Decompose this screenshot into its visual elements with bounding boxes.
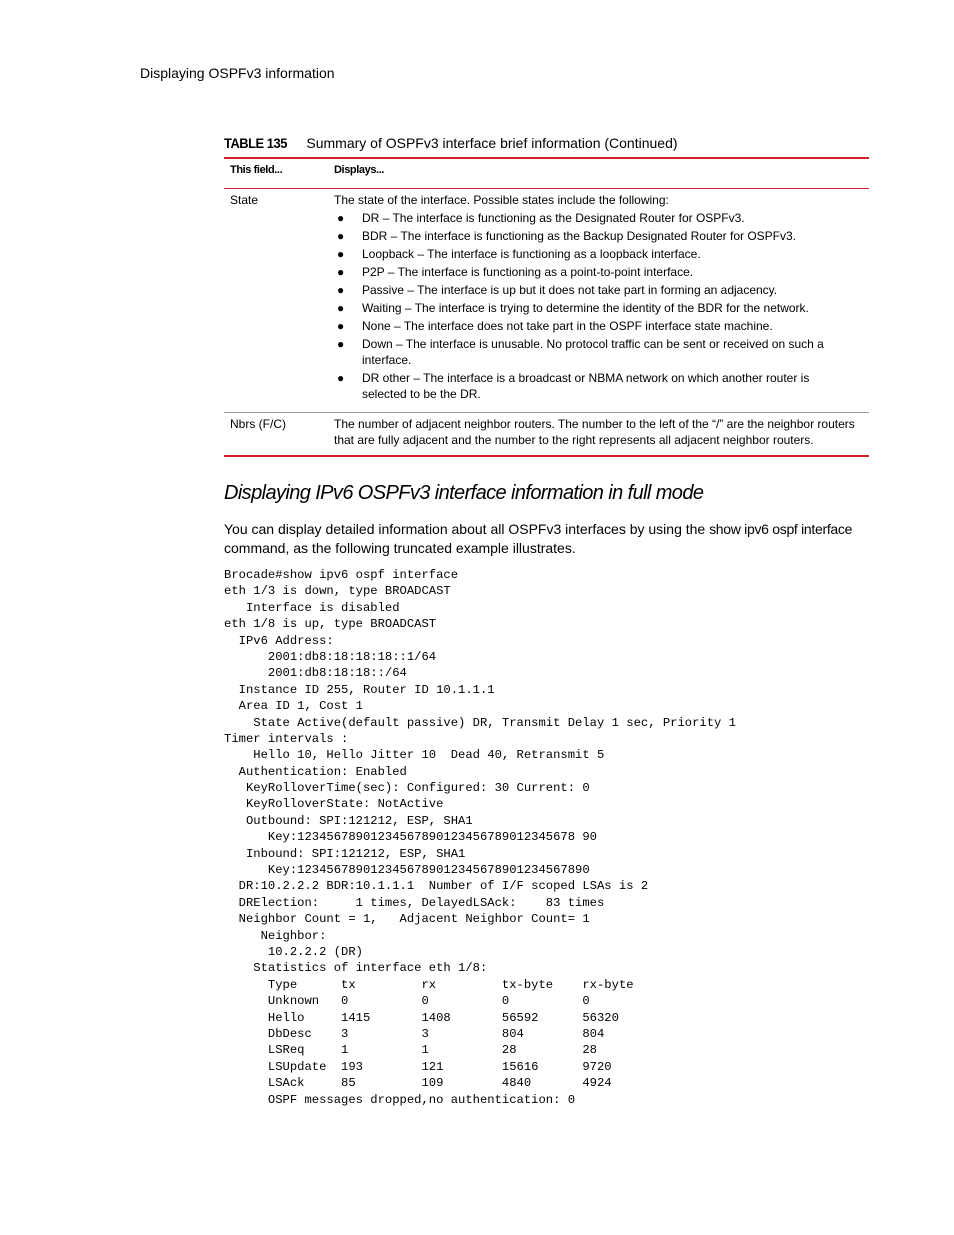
state-list-item bbox=[334, 264, 855, 280]
cli-line: eth 1/8 is up, type BROADCAST bbox=[224, 617, 437, 632]
header-field: This field... bbox=[230, 164, 283, 176]
cli-line: LSAck 85 109 4840 4924 bbox=[224, 1076, 612, 1091]
table-header-row bbox=[224, 159, 869, 189]
state-list-item bbox=[334, 336, 855, 368]
state-description bbox=[334, 191, 869, 404]
table-row-nbrs bbox=[224, 413, 869, 455]
state-intro: The state of the interface. Possible states include the following: bbox=[334, 193, 669, 207]
state-list-item bbox=[334, 300, 855, 316]
bullet-icon: ● bbox=[337, 337, 345, 351]
cli-line: Outbound: SPI:121212, ESP, SHA1 bbox=[224, 813, 473, 828]
cli-line: State Active(default passive) DR, Transmit Delay 1 sec, Priority 1 bbox=[224, 715, 736, 730]
state-list-text: DR other – The interface is a broadcast or NBMA network on which another router is selected to be the DR. bbox=[362, 371, 810, 401]
field-state: State bbox=[230, 193, 259, 207]
running-header: Displaying OSPFv3 information bbox=[140, 65, 335, 81]
cli-line: Neighbor: bbox=[224, 928, 327, 943]
table-row-state bbox=[224, 189, 869, 413]
cli-line: eth 1/3 is down, type BROADCAST bbox=[224, 584, 451, 599]
cli-line: KeyRolloverTime(sec): Configured: 30 Current: 0 bbox=[224, 781, 590, 796]
bullet-icon: ● bbox=[337, 371, 345, 385]
state-list-item bbox=[334, 228, 855, 244]
cli-line: OSPF messages dropped,no authentication: 0 bbox=[224, 1092, 576, 1107]
nbrs-description: The number of adjacent neighbor routers. The number to the left of the “/” are the neighbor routers that are fully adjacent and the number to the right represents all adjacent neighbor routers. bbox=[334, 417, 855, 447]
cli-line: Unknown 0 0 0 0 bbox=[224, 994, 590, 1009]
cli-line: Authentication: Enabled bbox=[224, 764, 407, 779]
cli-line: Hello 10, Hello Jitter 10 Dead 40, Retransmit 5 bbox=[224, 748, 605, 763]
cli-line: LSReq 1 1 28 28 bbox=[224, 1043, 597, 1058]
cli-line: Interface is disabled bbox=[224, 600, 400, 615]
intro-before: You can display detailed information about all OSPFv3 interfaces by using the bbox=[224, 521, 710, 537]
state-list-text: Passive – The interface is up but it does not take part in forming an adjacency. bbox=[362, 283, 778, 297]
cli-line: Key:1234567890123456789012345678901234567890 bbox=[224, 863, 590, 878]
state-list-text: P2P – The interface is functioning as a point-to-point interface. bbox=[362, 265, 694, 279]
cli-line: DR:10.2.2.2 BDR:10.1.1.1 Number of I/F scoped LSAs is 2 bbox=[224, 879, 649, 894]
cli-line: Brocade#show ipv6 ospf interface bbox=[224, 568, 459, 582]
header-displays: Displays... bbox=[334, 164, 385, 176]
cli-line: Statistics of interface eth 1/8: bbox=[224, 961, 488, 976]
intro-after: command, as the following truncated example illustrates. bbox=[224, 540, 576, 556]
state-list-item bbox=[334, 282, 855, 298]
state-list-item bbox=[334, 318, 855, 334]
cli-line: 2001:db8:18:18:18::1/64 bbox=[224, 649, 437, 664]
cli-line: Instance ID 255, Router ID 10.1.1.1 bbox=[224, 682, 495, 697]
cli-line: 2001:db8:18:18::/64 bbox=[224, 666, 407, 681]
intro-command: show ipv6 ospf interface bbox=[709, 521, 853, 537]
cli-line: LSUpdate 193 121 15616 9720 bbox=[224, 1059, 612, 1074]
state-list-item bbox=[334, 210, 855, 226]
cli-line: IPv6 Address: bbox=[224, 633, 334, 648]
cli-line: Hello 1415 1408 56592 56320 bbox=[224, 1010, 619, 1025]
bullet-icon: ● bbox=[337, 265, 345, 279]
cli-line: Timer intervals : bbox=[224, 731, 349, 746]
state-list-text: BDR – The interface is functioning as the Backup Designated Router for OSPFv3. bbox=[362, 229, 797, 243]
section-title: Displaying IPv6 OSPFv3 interface information in full mode bbox=[224, 482, 704, 504]
table-caption bbox=[224, 135, 869, 151]
cli-line: DRElection: 1 times, DelayedLSAck: 83 times bbox=[224, 895, 605, 910]
cli-line: Inbound: SPI:121212, ESP, SHA1 bbox=[224, 846, 466, 861]
bullet-icon: ● bbox=[337, 301, 345, 315]
cli-line: Key:12345678901234567890123456789012345678 90 bbox=[224, 830, 597, 845]
bullet-icon: ● bbox=[337, 283, 345, 297]
intro-paragraph bbox=[224, 520, 864, 558]
cli-line: KeyRolloverState: NotActive bbox=[224, 797, 444, 812]
state-list-text: Down – The interface is unusable. No protocol traffic can be sent or received on such a interface. bbox=[362, 337, 824, 367]
bullet-icon: ● bbox=[337, 319, 345, 333]
state-list-text: DR – The interface is functioning as the Designated Router for OSPFv3. bbox=[362, 211, 745, 225]
bullet-icon: ● bbox=[337, 211, 345, 225]
state-list bbox=[334, 210, 855, 402]
cli-line: Neighbor Count = 1, Adjacent Neighbor Count= 1 bbox=[224, 912, 590, 927]
state-list-text: Loopback – The interface is functioning as a loopback interface. bbox=[362, 247, 701, 261]
summary-table bbox=[224, 157, 869, 457]
cli-line: Area ID 1, Cost 1 bbox=[224, 699, 363, 714]
bullet-icon: ● bbox=[337, 247, 345, 261]
state-list-text: Waiting – The interface is trying to determine the identity of the BDR for the network. bbox=[362, 301, 809, 315]
table-title: Summary of OSPFv3 interface brief information (Continued) bbox=[306, 135, 678, 151]
state-list-text: None – The interface does not take part in the OSPF interface state machine. bbox=[362, 319, 773, 333]
field-nbrs: Nbrs (F/C) bbox=[230, 417, 286, 431]
cli-example bbox=[224, 567, 736, 1108]
bullet-icon: ● bbox=[337, 229, 345, 243]
cli-line: 10.2.2.2 (DR) bbox=[224, 944, 363, 959]
state-list-item bbox=[334, 370, 855, 402]
cli-line: DbDesc 3 3 804 804 bbox=[224, 1026, 605, 1041]
state-list-item bbox=[334, 246, 855, 262]
table-number: TABLE 135 bbox=[224, 135, 287, 151]
cli-line: Type tx rx tx-byte rx-byte bbox=[224, 977, 634, 992]
